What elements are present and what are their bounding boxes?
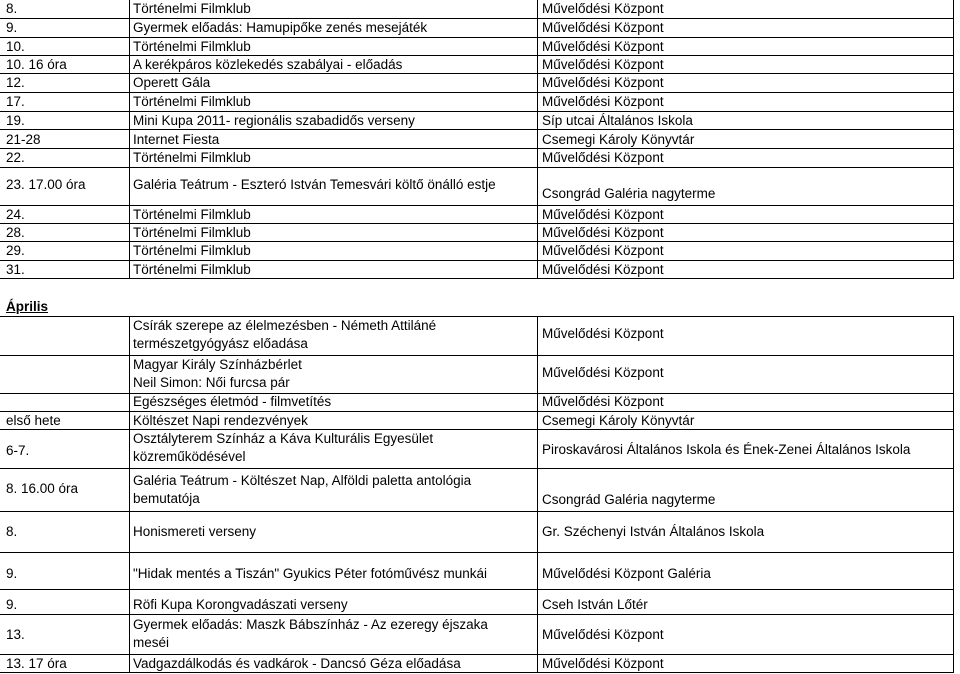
event-line: Csírák szerepe az élelmezésben - Németh Attiláné [133,318,437,333]
event-cell: A kerékpáros közlekedés szabályai - előadás [133,57,403,72]
table-row [0,131,960,149]
event-cell: Költészet Napi rendezvények [133,413,308,428]
event-line: közreműködésével [133,449,246,464]
place-cell: Művelődési Központ [542,326,664,341]
event-cell: Operett Gála [133,75,211,90]
event-cell: Mini Kupa 2011- regionális szabadidős verseny [133,113,415,128]
place-cell: Csemegi Károly Könyvtár [542,132,695,147]
column-rule [129,316,130,673]
table-row [0,393,960,411]
table-row [0,168,960,205]
event-cell [133,356,302,392]
event-cell: Történelmi Filmklub [133,225,251,240]
place-cell: Művelődési Központ [542,225,664,240]
table-row [0,206,960,224]
place-cell: Művelődési Központ [542,207,664,222]
place-cell: Művelődési Központ Galéria [542,566,711,581]
day-cell: 8. 16.00 óra [6,481,79,496]
day-cell: 9. [6,597,18,612]
day-cell: 21-28 [6,132,41,147]
place-cell: Művelődési Központ [542,243,664,258]
event-cell: Történelmi Filmklub [133,207,251,222]
table-row [0,19,960,37]
event-line: Osztályterem Színház a Káva Kulturális Egyesület [133,431,434,446]
place-cell: Művelődési Központ [542,57,664,72]
event-line: bemutatója [133,491,200,506]
table-row [0,356,960,393]
event-line: Gyermek előadás: Maszk Bábszínház - Az ezeregy éjszaka [133,617,488,632]
place-cell: Művelődési Központ [542,365,664,380]
place-cell: Csongrád Galéria nagyterme [542,492,716,507]
event-cell: Történelmi Filmklub [133,262,251,277]
event-line: természetgyógyász előadása [133,336,308,351]
day-cell: 9. [6,566,18,581]
day-cell: 10. [6,39,25,54]
day-cell: 9. [6,20,18,35]
row-divider [0,129,953,130]
day-cell: 8. [6,524,18,539]
table-row [0,261,960,279]
table-row [0,38,960,56]
place-cell: Csongrád Galéria nagyterme [542,186,716,201]
event-cell: Honismereti verseny [133,524,257,539]
event-cell: Történelmi Filmklub [133,150,251,165]
event-cell [133,430,433,466]
event-line: Magyar Király Színházbérlet [133,357,302,372]
table-row [0,553,960,589]
table-row [0,655,960,673]
event-cell: Történelmi Filmklub [133,243,251,258]
event-line: Neil Simon: Női furcsa pár [133,375,290,390]
day-cell: 17. [6,94,25,109]
row-divider [0,278,953,279]
day-cell: 12. [6,75,25,90]
table-row [0,430,960,468]
day-cell: 22. [6,150,25,165]
place-cell: Művelődési Központ [542,627,664,642]
day-cell: 13. [6,627,25,642]
place-cell: Művelődési Központ [542,150,664,165]
place-cell: Művelődési Központ [542,75,664,90]
place-cell: Művelődési Központ [542,39,664,54]
day-cell: 23. 17.00 óra [6,177,86,192]
place-cell: Cseh István Lőtér [542,597,648,612]
event-cell: Gyermek előadás: Hamupipőke zenés mesejáték [133,20,428,35]
place-cell: Síp utcai Általános Iskola [542,113,693,128]
day-cell: 24. [6,207,25,222]
event-cell: Galéria Teátrum - Eszteró István Temesvári költő önálló estje [133,177,496,192]
table-row [0,242,960,260]
table-row [0,590,960,614]
table-row [0,149,960,167]
column-rule [953,316,954,673]
day-cell: 29. [6,243,25,258]
day-cell: 19. [6,113,25,128]
table-row [0,93,960,111]
place-cell: Piroskavárosi Általános Iskola és Ének-Zenei Általános Iskola [542,442,911,457]
place-cell: Művelődési Központ [542,394,664,409]
place-cell: Csemegi Károly Könyvtár [542,413,695,428]
day-cell: 6-7. [6,443,30,458]
event-cell: Internet Fiesta [133,132,220,147]
day-cell: 10. 16 óra [6,57,67,72]
place-cell: Művelődési Központ [542,1,664,16]
day-cell: 13. 17 óra [6,656,67,671]
month-heading: Április [6,299,49,314]
event-cell: Egészséges életmód - filmvetítés [133,394,332,409]
event-line: Galéria Teátrum - Költészet Nap, Alföldi paletta antológia [133,473,472,488]
event-cell: Vadgazdálkodás és vadkárok - Dancsó Géza előadása [133,656,461,671]
table-row [0,317,960,354]
table-row [0,615,960,653]
column-rule [953,0,954,279]
place-cell: Gr. Széchenyi István Általános Iskola [542,524,765,539]
day-cell: első hete [6,413,61,428]
event-cell: "Hidak mentés a Tiszán" Gyukics Péter fotóművész munkái [133,566,487,581]
table-row [0,512,960,552]
place-cell: Művelődési Központ [542,262,664,277]
table-row [0,112,960,130]
table-row [0,0,960,18]
column-rule [537,316,538,673]
event-cell: Történelmi Filmklub [133,1,251,16]
table-row [0,224,960,242]
place-cell: Művelődési Központ [542,656,664,671]
table-row [0,412,960,430]
day-cell: 31. [6,262,25,277]
row-divider [0,672,953,673]
day-cell: 28. [6,225,25,240]
event-cell: Röfi Kupa Korongvadászati verseny [133,597,348,612]
table-row [0,56,960,74]
table-row [0,469,960,511]
event-cell: Történelmi Filmklub [133,94,251,109]
place-cell: Művelődési Központ [542,94,664,109]
place-cell: Művelődési Központ [542,20,664,35]
event-cell [133,472,471,508]
event-cell [133,317,436,353]
event-cell: Történelmi Filmklub [133,39,251,54]
day-cell: 8. [6,1,18,16]
event-cell [133,616,488,652]
column-rule [129,0,130,279]
event-line: meséi [133,635,170,650]
table-row [0,74,960,92]
column-rule [537,0,538,279]
